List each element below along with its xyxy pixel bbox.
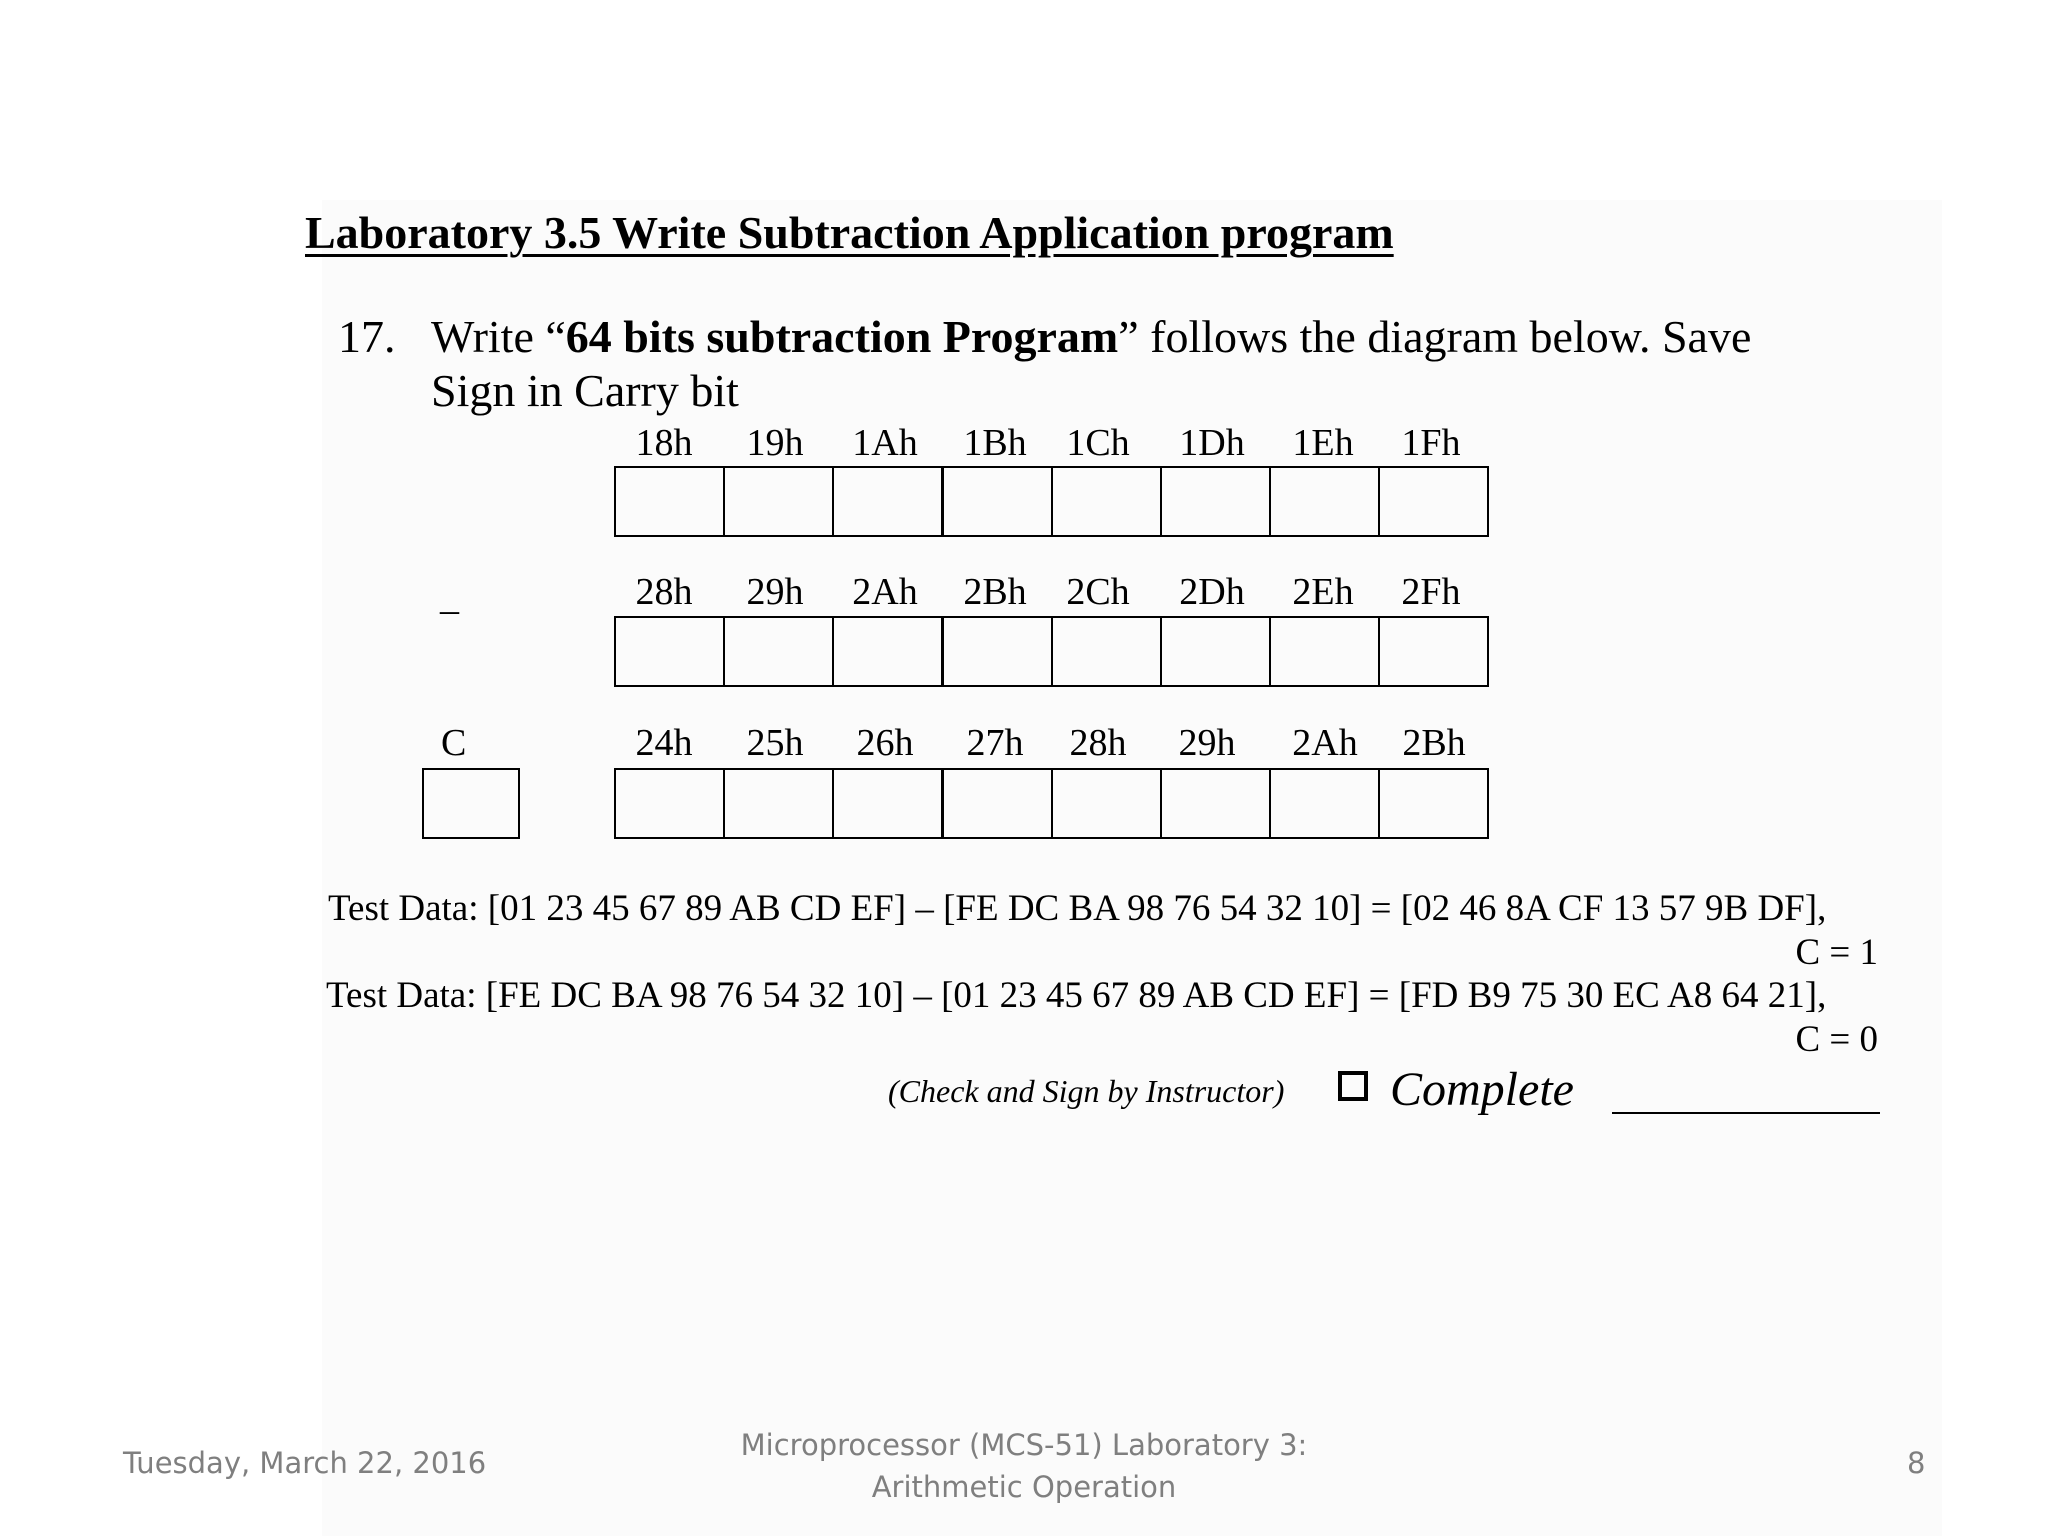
instructor-note: (Check and Sign by Instructor) (888, 1073, 1285, 1109)
addr-label: 1Dh (1179, 422, 1245, 464)
complete-checkbox[interactable] (1338, 1071, 1368, 1101)
byte-cell (1378, 466, 1489, 537)
addr-label: 1Eh (1292, 422, 1354, 464)
addr-label: 2Bh (1402, 722, 1466, 764)
slide-title: Laboratory 3.5 Write Subtraction Application program (305, 207, 1394, 258)
addr-label: 2Ch (1066, 571, 1130, 613)
carry-cell (422, 768, 520, 839)
addr-label: 2Ah (1292, 722, 1358, 764)
addr-label: 2Dh (1179, 571, 1245, 613)
byte-cell (1051, 466, 1162, 537)
question-text-line1 (431, 310, 1751, 363)
byte-cell (942, 616, 1053, 687)
byte-cell (832, 466, 943, 537)
addr-label: 27h (966, 722, 1024, 764)
addr-label: 2Bh (963, 571, 1027, 613)
footer-course (720, 1424, 1328, 1508)
byte-cell (723, 466, 834, 537)
addr-label: 26h (856, 722, 914, 764)
addr-label: 25h (746, 722, 804, 764)
addr-label: 28h (635, 571, 693, 613)
question-text-line2: Sign in Carry bit (431, 365, 739, 416)
byte-cell (614, 466, 725, 537)
byte-cell (614, 616, 725, 687)
carry-label: C (441, 722, 467, 764)
addr-label: 18h (635, 422, 693, 464)
byte-cell (1378, 768, 1489, 839)
byte-cell (1051, 768, 1162, 839)
complete-label: Complete (1390, 1063, 1574, 1116)
byte-cell (1378, 616, 1489, 687)
addr-label: 24h (635, 722, 693, 764)
footer-date: Tuesday, March 22, 2016 (123, 1446, 487, 1480)
byte-cell (723, 768, 834, 839)
addr-label: 2Fh (1401, 571, 1461, 613)
question-post: ” follows the diagram below. Save (1118, 311, 1752, 362)
byte-cell (1269, 616, 1380, 687)
test-data-carry-2: C = 0 (1795, 1019, 1878, 1060)
addr-label: 29h (1178, 722, 1236, 764)
byte-cell (1051, 616, 1162, 687)
byte-cell (832, 768, 943, 839)
question-bold: 64 bits subtraction Program (565, 311, 1119, 362)
addr-label: 28h (1069, 722, 1127, 764)
addr-label: 1Bh (963, 422, 1027, 464)
signature-line (1612, 1112, 1880, 1114)
byte-cell (1160, 466, 1271, 537)
byte-cell (1160, 616, 1271, 687)
byte-cell (942, 466, 1053, 537)
addr-label: 29h (746, 571, 804, 613)
byte-cell (942, 768, 1053, 839)
footer-course-line1: Microprocessor (MCS-51) Laboratory 3: (740, 1428, 1308, 1462)
test-data-line-1: Test Data: [01 23 45 67 89 AB CD EF] – [FE DC BA 98 76 54 32 10] = [02 46 8A CF 13 57 9B DF], (328, 888, 1827, 929)
question-pre: Write “ (431, 311, 566, 362)
test-data-carry-1: C = 1 (1795, 932, 1878, 973)
addr-label: 1Ch (1066, 422, 1130, 464)
minus-sign: _ (440, 576, 459, 618)
addr-label: 2Ah (852, 571, 918, 613)
byte-cell (1160, 768, 1271, 839)
addr-label: 19h (746, 422, 804, 464)
byte-cell (1269, 768, 1380, 839)
footer-course-line2: Arithmetic Operation (871, 1470, 1177, 1504)
test-data-line-2: Test Data: [FE DC BA 98 76 54 32 10] – [01 23 45 67 89 AB CD EF] = [FD B9 75 30 EC A8 64 21], (326, 975, 1827, 1016)
byte-cell (832, 616, 943, 687)
byte-cell (1269, 466, 1380, 537)
byte-cell (614, 768, 725, 839)
question-number: 17. (338, 311, 396, 362)
byte-cell (723, 616, 834, 687)
addr-label: 1Ah (852, 422, 918, 464)
footer-page-number: 8 (1907, 1446, 1926, 1480)
addr-label: 2Eh (1292, 571, 1354, 613)
addr-label: 1Fh (1401, 422, 1461, 464)
